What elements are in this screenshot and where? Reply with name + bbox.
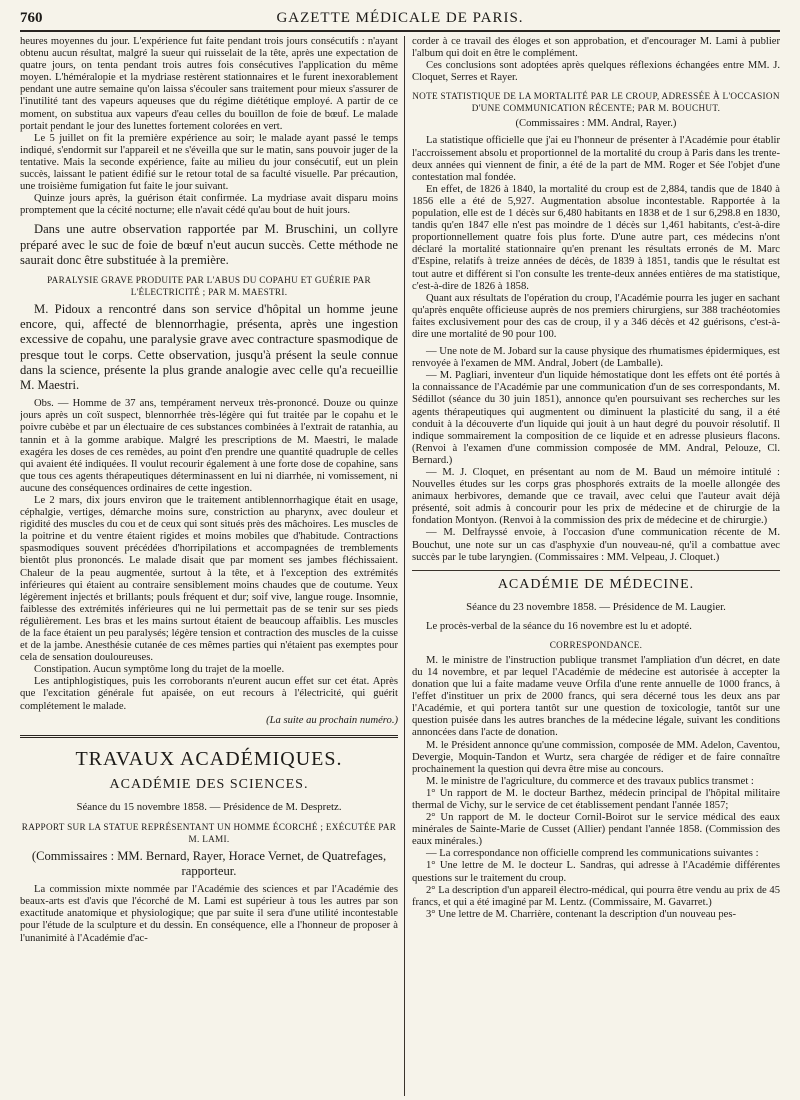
section-rule xyxy=(412,570,780,571)
correspondance-paragraph: 3° Une lettre de M. Charrière, contenant la description d'un nouveau pes- xyxy=(426,908,737,920)
correspondance-paragraph: 2° Un rapport de M. le docteur Cornil-Boirot sur le service médical des eaux minérales de Sainte-Marie de Cusset (Allier) pendant l'année 1858. (Commission des eaux minérales.) xyxy=(412,812,780,848)
travaux-title: TRAVAUX ACADÉMIQUES. xyxy=(75,747,343,770)
page-number: 760 xyxy=(20,10,43,26)
pidoux-paragraph: M. Pidoux a rencontré dans son service d'hôpital un homme jeune encore, qui, affecté de blennorrhagie, présenta, après une ingestion excessive de copahu, une paralysie grave avec contracture spasmodique de presque tout le corps. Cette observation, jusqu'à présent la seule connue dans la science, présente la plus grande analogie avec celle qu'a recueillie M. Maestri. xyxy=(20,302,398,393)
note-heading: NOTE STATISTIQUE DE LA MORTALITÉ PAR LE CROUP, ADRESSÉE À L'OCCASION D'UNE COMMUNICATION RÉCENTE; PAR M. BOUCHUT. xyxy=(412,91,780,114)
rapport-heading: RAPPORT SUR LA STATUE REPRÉSENTANT UN HOMME ÉCORCHÉ ; EXÉCUTÉE PAR M. LAMI. xyxy=(21,821,397,844)
obs-paragraph: Obs. — Homme de 37 ans, tempérament nerveux très-prononcé. Douze ou quinze jours après un coït suspect, blennorrhée très-légère qui fut traitée par le copahu et le poivre cubèbe et par un électuaire de ces substances combinées à l'extrait de ratanhia, au tannin et à la gomme arabique. Malgré les prescriptions de M. Maestri, le malade exagéra les doses de ces remèdes, au point d'en prendre une quantité quadruple de celles qui avaient été indiquées. Il voulut recourir également à une forte dose de copahine, sans que tous ces agents thérapeutiques déterminassent en lui ni diarrhée, ni vomissement, ni aucune des conséquences ordinaires de cette ingestion. xyxy=(20,398,398,494)
commissaires-sciences: (Commissaires : MM. Bernard, Rayer, Horace Vernet, de Quatrefages, rapporteur. xyxy=(31,848,387,878)
correspondance-paragraph: 2° La description d'un appareil électro-médical, qui pourra être vendu au prix de 45 francs, et qui a été imaginé par M. Lentz. (Commissaire, M. Gavarret.) xyxy=(412,884,780,908)
left-column xyxy=(20,36,398,1096)
correspondance-paragraph: M. le Président annonce qu'une commission, composée de MM. Adelon, Caventou, Devergie, Moquin-Tandon et Wurtz, sera chargée de rédiger et de faire connaître prochainement la question qui devra être mise au concours. xyxy=(412,739,780,775)
note-item: — M. Delfrayssé envoie, à l'occasion d'une communication récente de M. Bouchut, une note sur un cas d'asphyxie d'un nouveau-né, qu'il a combattue avec succès par le tube laryngien. (Commissaires : MM. Velpeau, J. Cloquet.) xyxy=(412,527,780,563)
correspondance-paragraph: 1° Un rapport de M. le docteur Barthez, médecin principal de l'hôpital militaire thermal de Vichy, sur le service de cet établissement pendant l'année 1857; xyxy=(412,787,780,811)
suite-note: (La suite au prochain numéro.) xyxy=(266,714,398,726)
seance-medecine: Séance du 23 novembre 1858. — Présidence de M. Laugier. xyxy=(466,600,726,613)
correspondance-paragraph: — La correspondance non officielle comprend les communications suivantes : xyxy=(426,848,759,860)
proces-verbal: Le procès-verbal de la séance du 16 novembre est lu et adopté. xyxy=(426,620,692,632)
statistique-paragraph: La statistique officielle que j'ai eu l'honneur de présenter à l'Académie pour établir l'accroissement absolu et proportionnel de la mortalité du croup à Paris dans les trente-deux années qui viennent de finir, a été de la part de MM. Roger et Sée l'objet d'une contestation mal fondée. xyxy=(412,135,780,183)
commission-paragraph: La commission mixte nommée par l'Académie des sciences et par l'Académie des beaux-arts est d'avis que l'écorché de M. Lami est supérieur à tous les autres par son exactitude anatomique et physiologique; que par suite il sera d'une utilité incontestable pour l'étude de la sculpture et du dessin. En conséquence, elle a l'honneur de proposer à l'unanimité à l'Académie d'ac- xyxy=(20,884,398,944)
paralysie-heading: PARALYSIE GRAVE PRODUITE PAR L'ABUS DU COPAHU ET GUÉRIE PAR L'ÉLECTRICITÉ ; PAR M. MAESTRI. xyxy=(47,275,371,298)
right-column xyxy=(412,36,780,1096)
academie-sciences-heading: ACADÉMIE DES SCIENCES. xyxy=(109,776,309,792)
note-item: — M. Pagliari, inventeur d'un liquide hémostatique dont les effets ont été portés à la connaissance de l'Académie par une communication d'un de ses correspondants, M. Sédillot (séance du 30 juin 1851), annonce qu'en poursuivant ses recherches sur les agents thérapeutiques qui augmentent ou diminuent la plasticité du sang, il a été conduit à la découverte d'un liquide qui jouit à un haut degré du pouvoir résolutif. Il indique sommairement la composition de ce liquide et en adresse plusieurs flacons. (Renvoi à l'examen d'une commission composée de MM. Andral, Pelouze, Cl. Bernard.) xyxy=(412,370,780,466)
conclusions-paragraph: Ces conclusions sont adoptées après quelques réflexions échangées entre MM. J. Cloquet, Serres et Rayer. xyxy=(412,60,780,84)
section-rule xyxy=(20,735,398,738)
correspondance-paragraph: 1° Une lettre de M. le docteur L. Sandras, qui adresse à l'Académie différentes questions sur le traitement du croup. xyxy=(412,860,780,884)
seance-sciences: Séance du 15 novembre 1858. — Présidence de M. Despretz. xyxy=(76,800,342,813)
journal-title: GAZETTE MÉDICALE DE PARIS. xyxy=(276,10,524,26)
correspondance-paragraph: M. le ministre de l'agriculture, du commerce et des travaux publics transmet : xyxy=(426,775,754,787)
statistique-paragraph: En effet, de 1826 à 1840, la mortalité du croup est de 2,884, tandis que de 1840 à 1856 elle a été de 5,927. Augmentation absolue incontestable. Rapportée à la population, elle est de 1 décès sur 6,480 habitants en 1838 et de 1 sur 6,298.8 en 1830, tandis qu'en 1847 elle n'est pas moindre de 1 décès sur 1,461 habitants, c'est-à-dire proportionnellement quatre fois plus forte. D'une autre part, ces médecins n'ont déclaré la mortalité stationnaire qu'en prenant les résultats erronés de M. Marc d'Espine, relatifs à treize années de décès, de 1839 à 1851, tandis que le résultat est tout autre et différent si l'on consulte les trente-deux années entières de ma statistique, c'est-à-dire de 1826 à 1858. xyxy=(412,183,780,292)
obs-paragraph: Constipation. Aucun symptôme long du trajet de la moelle. xyxy=(34,664,285,676)
note-item: — Une note de M. Jobard sur la cause physique des rhumatismes épidermiques, est renvoyée à l'examen de MM. Andral, Jobert (de Lamballe). xyxy=(412,346,780,370)
intro-paragraph: Le 5 juillet on fit la première expérience au soir; le malade ayant passé le temps indiqué, s'endormit sur l'appareil et ne s'éveilla que sur le matin, sans pouvoir juger de la tentative. Mais la seconde expérience, faite au milieu du jour consécutif, eut un plein succès, laissant le patient édifié sur le retour total de sa faculté visuelle. Par précaution, une troisième fumigation fut faite le jour suivant. xyxy=(20,132,398,193)
obs-paragraph: Les antiphlogistiques, puis les corroborants n'eurent aucun effet sur cet état. Après que l'excitation générale fut apaisée, on eut recours à l'électricité, qui guérit complétement le malade. xyxy=(20,676,398,712)
continuation-paragraph: corder à ce travail des éloges et son approbation, et d'encourager M. Lami à publier l'album qui doit en être le complément. xyxy=(412,36,780,60)
statistique-paragraph: Quant aux résultats de l'opération du croup, l'Académie pourra les juger en sachant qu'après enquête officieuse auprès de nos premiers chirurgiens, sur 388 trachéotomies faites exclusivement pour des cas de croup, il y a 346 décès et 42 guérisons, c'est-à-dire une mortalité de 90 pour 100. xyxy=(412,292,780,340)
academie-medecine-heading: ACADÉMIE DE MÉDECINE. xyxy=(497,576,695,592)
bruschini-paragraph: Dans une autre observation rapportée par M. Bruschini, un collyre préparé avec le suc de foie de bœuf n'eut aucun succès. Cette méthode ne saurait donc être substituée à la première. xyxy=(20,222,398,267)
intro-paragraph: heures moyennes du jour. L'expérience fut faite pendant trois jours consécutifs : n'ayant obtenu aucun résultat, malgré la sueur qui ruisselait de la tête, après une expectation de quatre jours, on tenta pendant trois autres fois consécutives l'application du même moyen. L'héméralopie et la mydriase restèrent stationnaires et le furent inexorablement pendant une autre semaine qu'on laissa s'écouler sans traitement pour mieux s'assurer de l'inutilité tant des vapeurs aqueuses que du régime diététique employé. A partir de ce moment, on substitua aux vapeurs d'eau celles du bouillon de foie de bœuf. Le malade portait pendant le jour des lunettes fortement colorées en vert. xyxy=(20,36,398,132)
correspondance-paragraph: M. le ministre de l'instruction publique transmet l'ampliation d'un décret, en date du 14 novembre, et par lequel l'Académie de médecine est autorisée à accepter la donation que lui a faite madame veuve Orfila d'une rente annuelle de 1000 francs, à l'effet d'instituer un prix de 2000 francs, qui sera décerné tous les deux ans par l'Académie, et qui portera tantôt sur une question de toxicologie, tantôt sur une question puisée dans les autres branches de la médecine légale, suivant les conditions annoncées dans l'acte de donation. xyxy=(412,654,780,739)
correspondance-heading: CORRESPONDANCE. xyxy=(549,639,643,650)
column-divider xyxy=(404,36,405,1096)
page-header xyxy=(20,4,780,30)
header-rule xyxy=(20,30,780,32)
intro-paragraph: Quinze jours après, la guérison était confirmée. La mydriase avait disparu moins promptement que la cécité nocturne; elle n'avait cédé qu'au bout de huit jours. xyxy=(20,193,398,217)
note-item: — M. J. Cloquet, en présentant au nom de M. Baud un mémoire intitulé : Nouvelles études sur les corps gras phosphorés extraits de la moelle allongée des animaux herbivores, demande que ce travail, avec celui que l'auteur avait déjà présenté, soit admis à concourir pour les prix de médecine et de chirurgie de la fondation Montyon. (Renvoi à la commission des prix de médecine et de chirurgie.) xyxy=(412,467,780,527)
obs-paragraph: Le 2 mars, dix jours environ que le traitement antiblennorrhagique était en usage, céphalgie, vertiges, démarche moins sure, constriction au pharynx, avec douleur et rigidité des muscles du cou et de ceux qui sont situés près des mâchoires. Les muscles de la poitrine et du ventre étaient rigides et moins mobiles que d'habitude. Contractions spasmodiques souvent précédées d'horripilations et accompagnées de tremblements bientôt plus prononcés. Le malade disait que par moment ses jambes fléchissaient. Chaleur de la peau augmentée, surtout à la tête, et à l'exception des extrémités inférieures qui étaient au contraire sensiblement moins chaudes que de coutume. Yeux légèrement injectés et brillants; pouls fréquent et dur; soif vive, langue rouge. Insomnie, faiblesse des extrémités inférieures qui ne lui permettait pas de se tenir sur ses pieds régulièrement. Les bras et les mains surtout étaient de beaucoup affaiblis. Les muscles de la face étaient un peu paralysés; légère tension et contraction des muscles de la cuisse et de la jambe. Anesthésie cutanée de ces mêmes parties qui n'étaient pas exemptes pour cela de sensation douloureuses. xyxy=(20,494,398,664)
commissaires-note: (Commissaires : MM. Andral, Rayer.) xyxy=(515,118,677,130)
